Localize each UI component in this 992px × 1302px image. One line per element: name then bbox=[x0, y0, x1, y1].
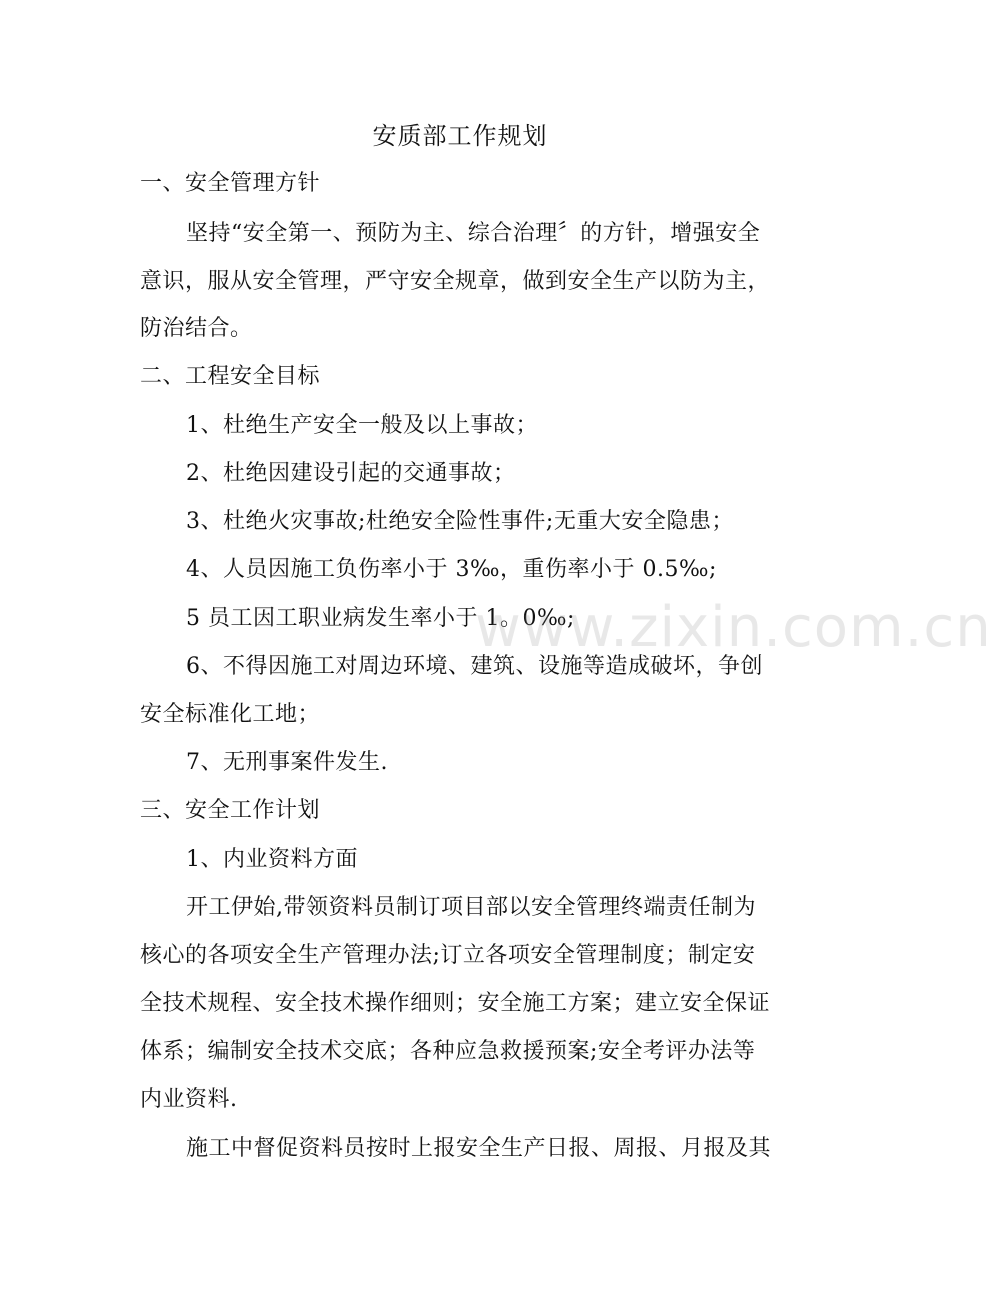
list-item: 6、不得因施工对周边环境、建筑、设施等造成破坏，争创 bbox=[186, 654, 763, 679]
paragraph-line: 施工中督促资料员按时上报安全生产日报、周报、月报及其 bbox=[186, 1136, 772, 1161]
section-heading-1: 一、安全管理方针 bbox=[140, 171, 321, 196]
paragraph-line: 体系；编制安全技术交底；各种应急救援预案;安全考评办法等 bbox=[140, 1039, 756, 1064]
list-item: 5 员工因工职业病发生率小于 1。0‰; bbox=[186, 606, 575, 631]
paragraph-line: 坚持“安全第一、预防为主、综合治理〞的方针，增强安全 bbox=[186, 221, 761, 246]
paragraph-line: 全技术规程、安全技术操作细则；安全施工方案；建立安全保证 bbox=[140, 991, 771, 1016]
list-item: 1、杜绝生产安全一般及以上事故； bbox=[186, 413, 538, 438]
paragraph-line: 内业资料. bbox=[140, 1087, 238, 1112]
paragraph-line: 核心的各项安全生产管理办法;订立各项安全管理制度；制定安 bbox=[140, 943, 756, 968]
subheading: 1、内业资料方面 bbox=[186, 847, 358, 872]
paragraph-line: 开工伊始,带领资料员制订项目部以安全管理终端责任制为 bbox=[186, 895, 756, 920]
list-item: 4、人员因施工负伤率小于 3‰，重伤率小于 0.5‰; bbox=[186, 557, 717, 582]
paragraph-line: 防治结合。 bbox=[140, 316, 253, 341]
section-heading-3: 三、安全工作计划 bbox=[140, 798, 321, 823]
section-heading-2: 二、工程安全目标 bbox=[140, 364, 321, 389]
document-title: 安质部工作规划 bbox=[372, 122, 548, 150]
list-item: 3、杜绝火灾事故;杜绝安全险性事件;无重大安全隐患； bbox=[186, 509, 734, 534]
paragraph-line: 意识，服从安全管理，严守安全规章，做到安全生产以防为主， bbox=[140, 269, 771, 294]
list-item: 7、无刑事案件发生. bbox=[186, 750, 388, 775]
list-item: 2、杜绝因建设引起的交通事故； bbox=[186, 461, 516, 486]
list-item-continuation: 安全标准化工地； bbox=[140, 702, 321, 727]
watermark: www.zixin.com.cn bbox=[475, 595, 992, 660]
